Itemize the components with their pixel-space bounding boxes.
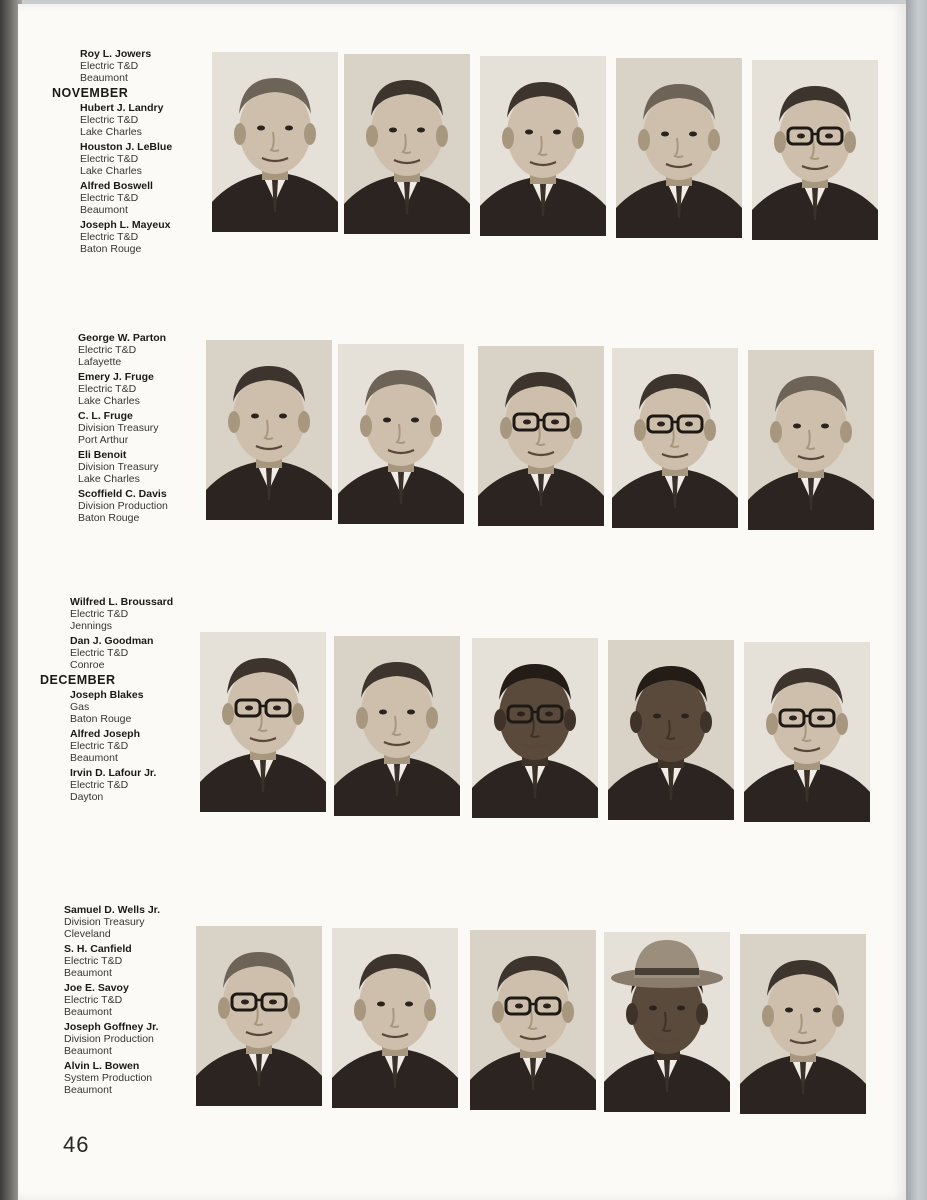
person-city: Baton Rouge xyxy=(78,512,140,524)
portrait-illustration xyxy=(752,60,878,240)
person-city: Baton Rouge xyxy=(70,713,132,725)
person-dept: Division Treasury xyxy=(64,916,145,928)
person-dept: Electric T&D xyxy=(64,994,123,1006)
person-city: Lake Charles xyxy=(78,395,140,407)
page-number: 46 xyxy=(63,1132,90,1157)
portrait-photo xyxy=(332,928,458,1108)
portrait-photo xyxy=(604,932,730,1112)
entry-joseph-blakes xyxy=(70,689,220,725)
person-dept: Electric T&D xyxy=(70,779,129,791)
person-name: C. L. Fruge xyxy=(78,410,133,422)
person-name: Joseph L. Mayeux xyxy=(80,219,171,231)
person-name: Alvin L. Bowen xyxy=(64,1060,140,1072)
portrait-photo xyxy=(470,930,596,1110)
entry-irvin-lafour xyxy=(70,767,220,803)
person-name: Joseph Goffney Jr. xyxy=(64,1021,159,1033)
person-name: Emery J. Fruge xyxy=(78,371,154,383)
person-city: Lake Charles xyxy=(80,126,142,138)
person-name: Alfred Joseph xyxy=(70,728,141,740)
entry-hubert-landry xyxy=(80,102,230,138)
portrait-illustration xyxy=(480,56,606,236)
person-name: Wilfred L. Broussard xyxy=(70,596,174,608)
person-dept: Electric T&D xyxy=(80,192,139,204)
portrait-photo xyxy=(338,344,464,524)
portrait-photo xyxy=(740,934,866,1114)
portrait-illustration xyxy=(740,934,866,1114)
person-city: Beaumont xyxy=(70,752,118,764)
portrait-illustration xyxy=(212,52,338,232)
entry-joe-savoy xyxy=(64,982,214,1018)
entry-dan-goodman xyxy=(70,635,220,671)
person-dept: Electric T&D xyxy=(70,647,129,659)
month-heading-november: NOVEMBER xyxy=(52,86,129,100)
person-name: Joseph Blakes xyxy=(70,689,144,701)
portrait-photo xyxy=(478,346,604,526)
person-dept: Electric T&D xyxy=(70,608,129,620)
person-city: Beaumont xyxy=(64,1045,112,1057)
person-city: Beaumont xyxy=(64,967,112,979)
row3-names xyxy=(40,596,220,806)
person-dept: Electric T&D xyxy=(70,740,129,752)
portrait-illustration xyxy=(616,58,742,238)
person-name: Irvin D. Lafour Jr. xyxy=(70,767,157,779)
person-city: Lake Charles xyxy=(78,473,140,485)
person-name: Houston J. LeBlue xyxy=(80,141,173,153)
entry-houston-leblue xyxy=(80,141,230,177)
person-name: Eli Benoit xyxy=(78,449,127,461)
portrait-illustration xyxy=(470,930,596,1110)
person-dept: System Production xyxy=(64,1072,153,1084)
portrait-photo xyxy=(616,58,742,238)
person-city: Conroe xyxy=(70,659,105,671)
person-dept: Division Treasury xyxy=(78,461,159,473)
person-dept: Electric T&D xyxy=(64,955,123,967)
portrait-illustration xyxy=(196,926,322,1106)
person-name: Scoffield C. Davis xyxy=(78,488,167,500)
person-name: Roy L. Jowers xyxy=(80,48,152,60)
portrait-photo xyxy=(200,632,326,812)
portrait-illustration xyxy=(472,638,598,818)
person-city: Lafayette xyxy=(78,356,122,368)
person-dept: Electric T&D xyxy=(78,383,137,395)
portrait-illustration xyxy=(608,640,734,820)
person-city: Jennings xyxy=(70,620,113,632)
person-dept: Electric T&D xyxy=(80,153,139,165)
person-name: Alfred Boswell xyxy=(80,180,153,192)
portrait-photo xyxy=(196,926,322,1106)
person-dept: Electric T&D xyxy=(78,344,137,356)
portrait-photo xyxy=(744,642,870,822)
portrait-photo xyxy=(752,60,878,240)
page-edge xyxy=(906,0,927,1200)
portrait-photo xyxy=(608,640,734,820)
portrait-illustration xyxy=(334,636,460,816)
yearbook-page xyxy=(18,4,906,1200)
person-name: George W. Parton xyxy=(78,332,167,344)
portrait-illustration xyxy=(744,642,870,822)
person-dept: Division Production xyxy=(78,500,168,512)
person-name: Dan J. Goodman xyxy=(70,635,154,647)
entry-samuel-wells xyxy=(64,904,214,940)
portrait-photo xyxy=(612,348,738,528)
entry-joseph-goffney xyxy=(64,1021,214,1057)
person-name: Joe E. Savoy xyxy=(64,982,129,994)
person-dept: Electric T&D xyxy=(80,114,139,126)
person-dept: Electric T&D xyxy=(80,231,139,243)
person-dept: Division Production xyxy=(64,1033,154,1045)
portrait-illustration xyxy=(604,932,730,1112)
entry-wilfred-broussard xyxy=(70,596,220,632)
person-name: S. H. Canfield xyxy=(64,943,132,955)
person-city: Beaumont xyxy=(64,1006,112,1018)
portrait-photo xyxy=(206,340,332,520)
person-dept: Division Treasury xyxy=(78,422,159,434)
portrait-photo xyxy=(344,54,470,234)
person-city: Beaumont xyxy=(80,204,128,216)
person-name: Hubert J. Landry xyxy=(80,102,164,114)
portrait-illustration xyxy=(200,632,326,812)
entry-roy-jowers xyxy=(80,48,230,84)
person-city: Cleveland xyxy=(64,928,111,940)
entry-alfred-joseph xyxy=(70,728,220,764)
portrait-illustration xyxy=(478,346,604,526)
person-city: Baton Rouge xyxy=(80,243,142,255)
portrait-illustration xyxy=(344,54,470,234)
entry-joseph-mayeux xyxy=(80,219,230,255)
row1-names xyxy=(52,48,230,258)
row4-names xyxy=(64,904,214,1099)
person-city: Beaumont xyxy=(80,72,128,84)
portrait-illustration xyxy=(206,340,332,520)
person-city: Port Arthur xyxy=(78,434,129,446)
portrait-illustration xyxy=(332,928,458,1108)
portrait-photo xyxy=(212,52,338,232)
entry-alvin-bowen xyxy=(64,1060,214,1096)
person-dept: Gas xyxy=(70,701,90,713)
entry-alfred-boswell xyxy=(80,180,230,216)
person-name: Samuel D. Wells Jr. xyxy=(64,904,161,916)
entry-sh-canfield xyxy=(64,943,214,979)
portrait-photo xyxy=(334,636,460,816)
portrait-photo xyxy=(472,638,598,818)
person-city: Beaumont xyxy=(64,1084,112,1096)
person-dept: Electric T&D xyxy=(80,60,139,72)
portrait-illustration xyxy=(338,344,464,524)
portrait-illustration xyxy=(612,348,738,528)
portrait-photo xyxy=(748,350,874,530)
portrait-illustration xyxy=(748,350,874,530)
person-city: Lake Charles xyxy=(80,165,142,177)
month-heading-december: DECEMBER xyxy=(40,673,116,687)
person-city: Dayton xyxy=(70,791,104,803)
portrait-photo xyxy=(480,56,606,236)
